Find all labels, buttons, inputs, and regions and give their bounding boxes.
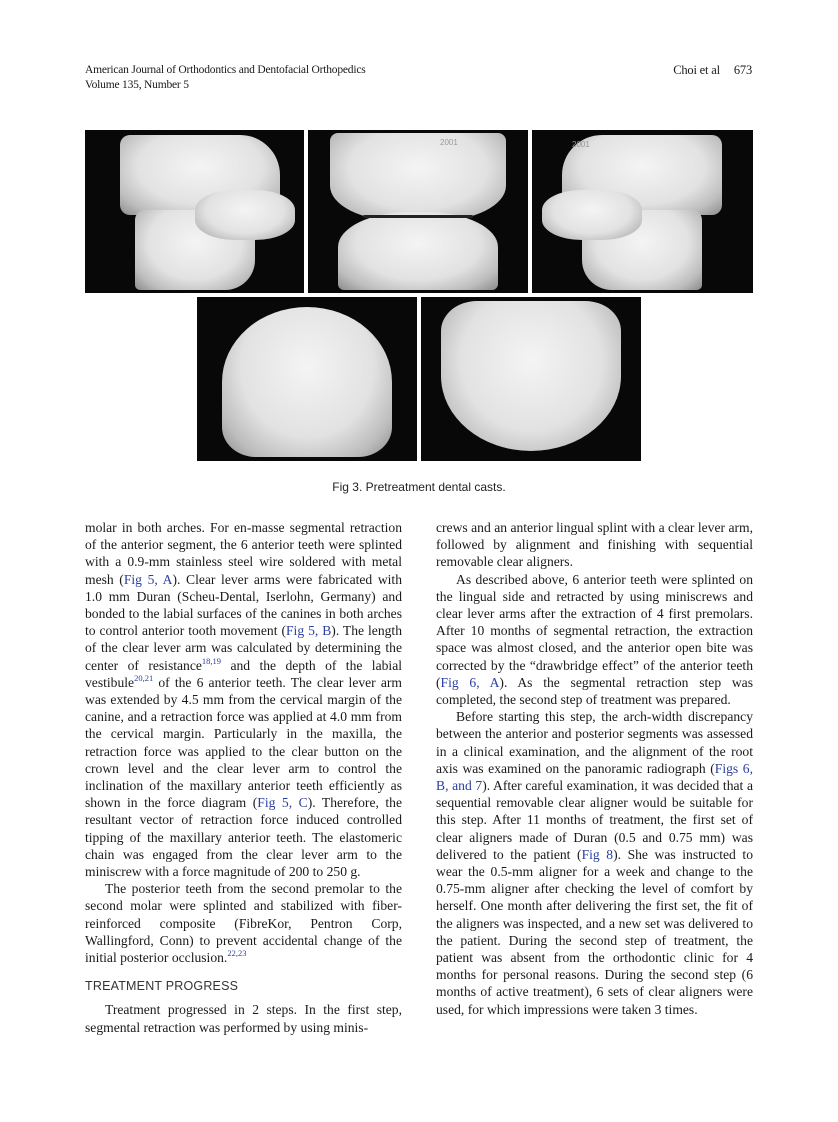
body-text: crews and an anterior lingual splint with a clear lever arm, followed by alignment and finishing with sequential removable clear aligners.: [436, 520, 753, 570]
body-paragraph: [85, 1001, 402, 1035]
body-paragraph: [436, 519, 753, 571]
section-heading: TREATMENT PROGRESS: [85, 979, 239, 994]
photo-right-lateral-view: [85, 130, 304, 293]
figure-reference-link[interactable]: Figs 6, B, and 7: [436, 760, 753, 794]
right-paragraphs: [436, 519, 753, 1018]
figure-reference-link[interactable]: Fig 5, C: [257, 795, 308, 811]
body-paragraph: [436, 708, 753, 1018]
body-text: ). She was instructed to wear the 0.5-mm aligner for a week and change to the 0.75-mm aligner after checking the level of comfort by herself. One month after delivering the first set, the fit of the aligners was inspected, and a new set was delivered to the patient. During the second step of treatment, the patient was absent from the orthodontic clinic for 4 months for personal reasons. During the second step (6 months of active treatment), 6 sets of clear aligners were used, for which impressions were taken 3 times.: [436, 846, 753, 1017]
figure-reference-link[interactable]: Fig 5, A: [123, 571, 173, 587]
running-header-right: [673, 63, 752, 78]
body-text: The posterior teeth from the second premolar to the second molar were splinted and stabilized with fiber-reinforced composite (FibreKor, Pentron Corp, Wallingford, Conn) to prevent accidental change of the initial posterior occlusion.: [85, 881, 402, 966]
photo-frontal-view: [308, 130, 528, 293]
figure-reference-link[interactable]: Fig 5, B: [285, 623, 332, 639]
journal-title: American Journal of Orthodontics and Dentofacial Orthopedics: [85, 64, 366, 76]
left-paragraphs-after: [85, 1001, 402, 1035]
cast-label: 2001: [572, 140, 590, 149]
photo-maxillary-occlusal-view: [197, 297, 417, 461]
photo-left-lateral-view: [532, 130, 753, 293]
body-text: Treatment progressed in 2 steps. In the first step, segmental retraction was performed by using minis-: [85, 1002, 402, 1035]
body-text: As described above, 6 anterior teeth were splinted on the lingual side and retracted by using miniscrews and clear lever arms after the extraction of 4 first premolars. After 10 months of segmental retraction, the extraction space was almost closed, and the anterior open bite was corrected by the “drawbridge effect” of the anterior teeth (: [436, 571, 753, 690]
authors: Choi et al: [673, 63, 720, 77]
right-column: [436, 519, 753, 1018]
body-paragraph: [85, 880, 402, 966]
body-text: of the 6 anterior teeth. The clear lever arm was extended by 4.5 mm from the cervical margin of the canine, and a retraction force was applied at 4.0 mm from the cervical margin. Particularly in the maxilla, the retraction force was applied to the clear button on the crown level and the clear lever arm to control the inclination of the maxillary anterior teeth efficiently as shown in the force diagram (: [85, 674, 402, 811]
body-text: molar in both arches. For en-masse segmental retraction of the anterior segment, the 6 anterior teeth were splinted with a 0.9-mm stainless steel wire soldered with metal mesh (: [85, 520, 402, 587]
page-number: 673: [733, 63, 752, 77]
left-paragraphs: [85, 519, 402, 966]
body-text: ). The length of the clear lever arm was calculated by determining the center of resistance: [85, 623, 402, 673]
body-paragraph: [436, 571, 753, 709]
citation-reference[interactable]: 22,23: [227, 948, 247, 959]
body-text: ). After careful examination, it was decided that a sequential removable clear aligner would be suitable for this step. After 11 months of treatment, the first set of clear aligners made of Duran (0.5 and 0.75 mm) was delivered to the patient (: [436, 778, 753, 862]
body-text: ). Clear lever arms were fabricated with 1.0 mm Duran (Scheu-Dental, Iserlohn, Germany) and bonded to the labial surfaces of the canines in both arches to control anterior tooth movement (: [85, 571, 402, 639]
cast-label: 2001: [440, 138, 458, 147]
figure-reference-link[interactable]: Fig 8: [581, 846, 614, 862]
photo-mandibular-occlusal-view: [421, 297, 641, 461]
citation-reference[interactable]: 18,19: [201, 655, 222, 666]
body-paragraph: [85, 519, 402, 880]
body-text: ). As the segmental retraction step was completed, the second step of treatment was prepared.: [436, 674, 753, 708]
body-text: Before starting this step, the arch-width discrepancy between the anterior and posterior segments was assessed in a clinical examination, and the alignment of the root axis was examined on the panoramic radiograph (: [436, 709, 753, 776]
figure-caption: Fig 3. Pretreatment dental casts.: [332, 480, 506, 494]
body-text: and the depth of the labial vestibule: [85, 657, 402, 690]
citation-reference[interactable]: 20,21: [134, 672, 154, 683]
left-column: [85, 519, 402, 1036]
volume-number: Volume 135, Number 5: [85, 79, 189, 91]
body-text: ). Therefore, the resultant vector of retraction force induced controlled tipping of the maxillary anterior teeth. The elastomeric chain was engaged from the clear lever arm to the miniscrew with a force magnitude of 200 to 250 g.: [85, 795, 403, 880]
figure-reference-link[interactable]: Fig 6, A: [440, 674, 500, 690]
running-header: [85, 63, 366, 93]
